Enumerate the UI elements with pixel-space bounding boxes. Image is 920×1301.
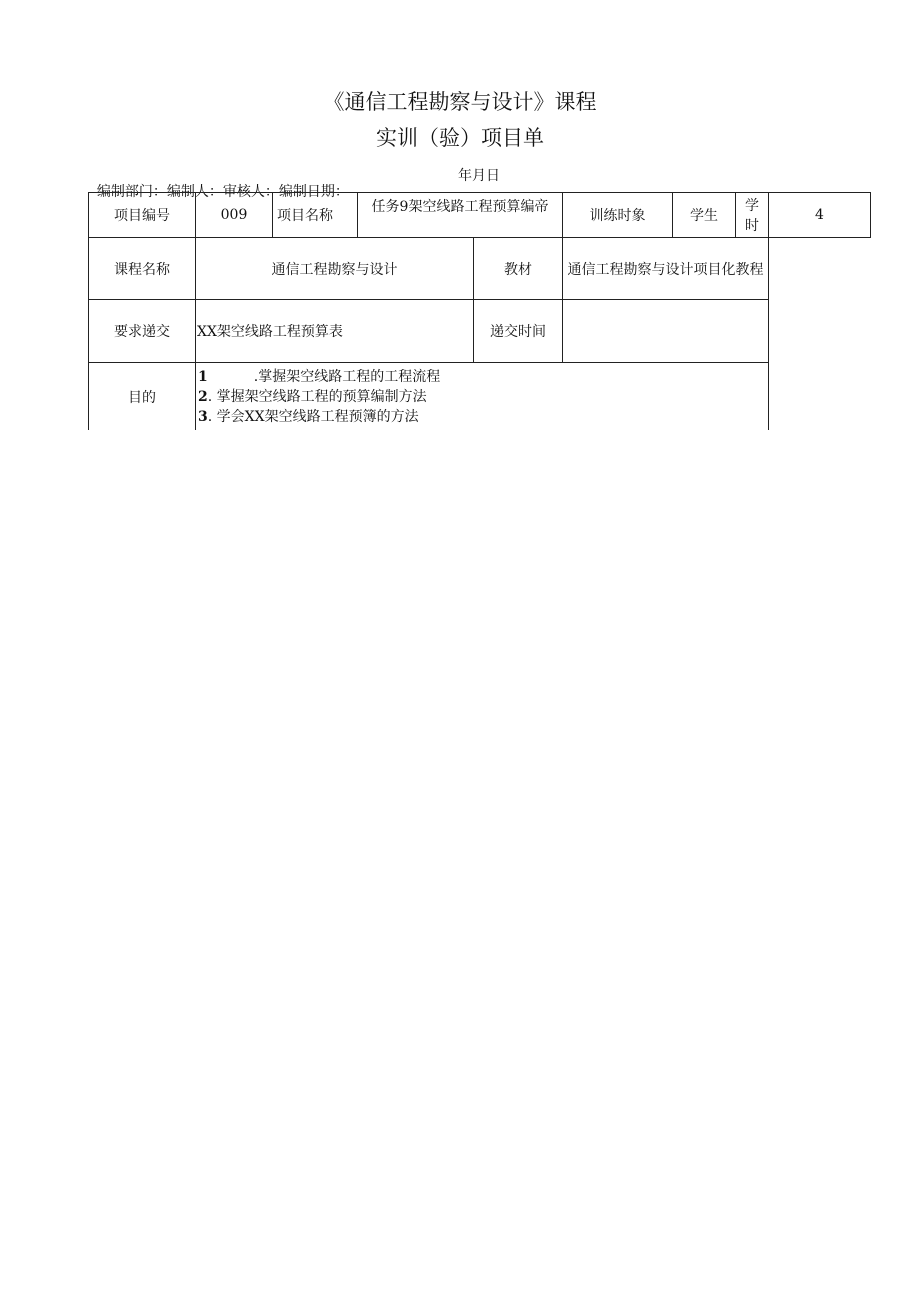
submit-time-value: [563, 300, 769, 363]
course-value: 通信工程勘察与设计: [196, 238, 474, 300]
goal-label: 目的: [89, 363, 196, 431]
target-value: 学生: [673, 193, 736, 238]
goal-text: . 学会XX架空线路工程预簿的方法: [207, 409, 419, 425]
meta-fields: 编制部门：编制人：审核人：编制日期：: [96, 184, 349, 200]
project-no-label: 项目编号: [89, 193, 196, 238]
target-label: 训练时象: [563, 193, 673, 238]
submit-value-text: XX架空线路工程预算表: [197, 324, 343, 340]
submit-value: [196, 300, 474, 363]
project-name-value: 任务9架空线路工程预算编帝: [358, 193, 563, 238]
textbook-label: 教材: [474, 238, 563, 300]
course-label: 课程名称: [89, 238, 196, 300]
goal-num: 3: [198, 409, 208, 425]
document-title: 《通信工程勘察与设计》课程: [323, 90, 597, 114]
goal-item: [198, 367, 764, 387]
goal-item: [198, 407, 764, 427]
project-table: [88, 192, 871, 430]
submit-label: 要求递交: [89, 300, 196, 363]
submit-time-label: 递交时间: [474, 300, 563, 363]
project-no-value: 009: [196, 193, 273, 238]
goal-list: [196, 363, 769, 431]
hours-value: 4: [769, 193, 871, 238]
goal-item: [198, 387, 764, 407]
goal-text: . 掌握架空线路工程的预算编制方法: [207, 389, 427, 405]
textbook-value: 通信工程勘察与设计项目化教程: [563, 238, 769, 300]
meta-date: 年月日: [458, 168, 500, 184]
goal-num: 2: [198, 389, 208, 405]
project-name-label: 项目名称: [273, 193, 358, 238]
hours-label: 学时: [736, 193, 769, 238]
document-subtitle: 实训（验）项目单: [376, 126, 544, 150]
goal-text: .掌握架空线路工程的工程流程: [253, 369, 441, 385]
goal-num: 1: [198, 369, 208, 385]
